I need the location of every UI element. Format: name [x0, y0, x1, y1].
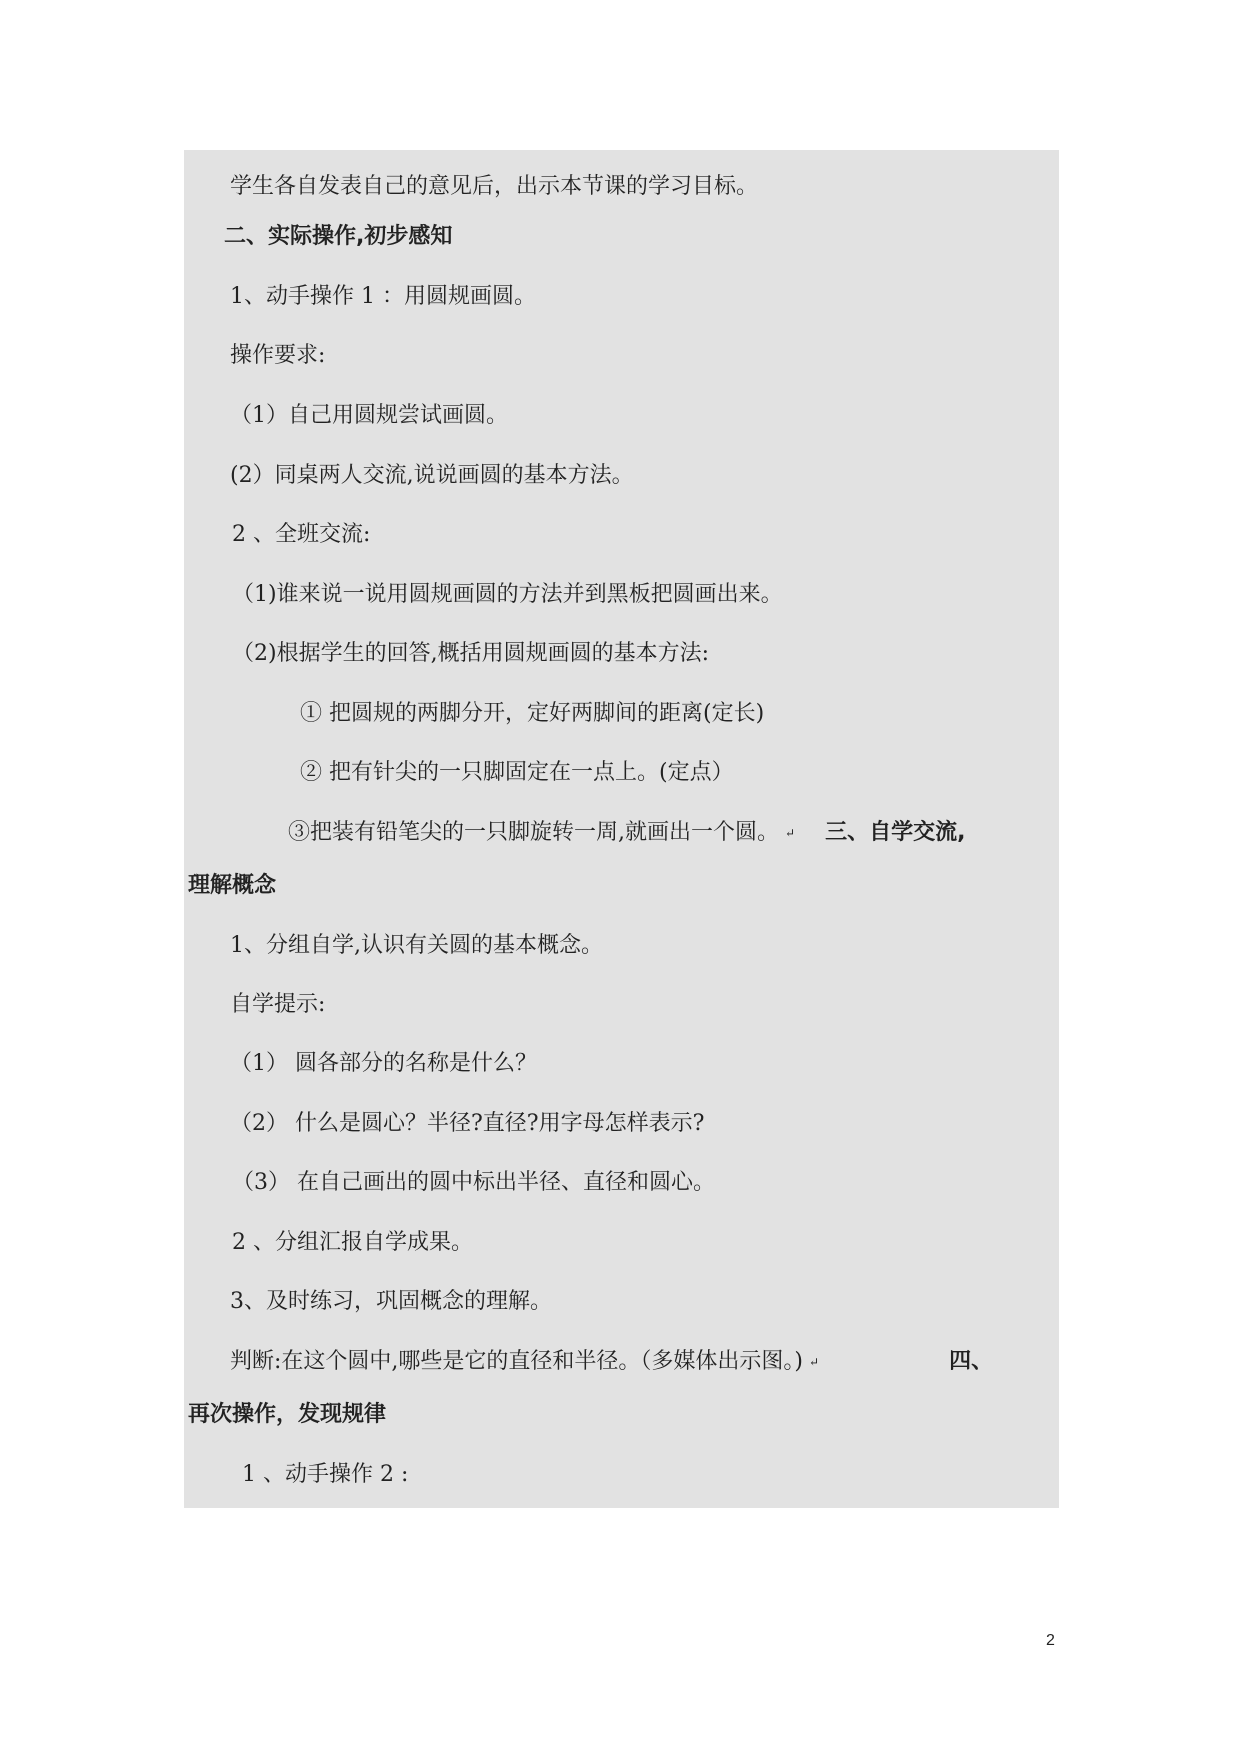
text-line-21 — [230, 1347, 993, 1377]
heading-section-4-start: 四、 — [949, 1349, 994, 1374]
text-line-7: 2 、全班交流: — [232, 522, 371, 547]
text-line-14: 1、分组自学,认识有关圆的基本概念。 — [230, 933, 603, 958]
text-line-21-main: 判断:在这个圆中,哪些是它的直径和半径。（多媒体出示图。) — [230, 1349, 803, 1374]
text-line-11: ② 把有针尖的一只脚固定在一点上。(定点） — [300, 760, 734, 785]
text-line-8: （1)谁来说一说用圆规画圆的方法并到黑板把圆画出来。 — [232, 582, 783, 607]
text-line-16: （1） 圆各部分的名称是什么？ — [230, 1051, 537, 1076]
text-line-12 — [288, 818, 965, 848]
heading-section-3-end: 理解概念 — [188, 873, 277, 898]
text-line-9: （2)根据学生的回答,概括用圆规画圆的基本方法: — [232, 641, 709, 666]
text-line-17: （2） 什么是圆心？半径?直径?用字母怎样表示? — [230, 1111, 705, 1136]
text-line-15: 自学提示: — [230, 992, 326, 1017]
text-line-1: 学生各自发表自己的意见后，出示本节课的学习目标。 — [230, 174, 759, 199]
text-line-19: 2 、分组汇报自学成果。 — [232, 1230, 473, 1255]
paragraph-mark-icon: ↵ — [809, 1355, 820, 1369]
heading-section-3-start: 三、自学交流, — [825, 820, 966, 845]
text-line-5: （1）自己用圆规尝试画圆。 — [230, 403, 508, 428]
text-line-12-main: ③把装有铅笔尖的一只脚旋转一周,就画出一个圆。 — [288, 820, 779, 845]
text-line-10: ① 把圆规的两脚分开，定好两脚间的距离(定长) — [300, 701, 765, 726]
text-line-4: 操作要求: — [230, 343, 326, 368]
text-line-18: （3） 在自己画出的圆中标出半径、直径和圆心。 — [232, 1170, 715, 1195]
text-line-23: 1 、动手操作 2 : — [242, 1462, 409, 1487]
text-line-3: 1、动手操作 1 ：用圆规画圆。 — [230, 284, 536, 309]
text-line-6: (2）同桌两人交流,说说画圆的基本方法。 — [230, 463, 634, 488]
heading-section-4-end: 再次操作，发现规律 — [188, 1402, 387, 1427]
text-line-20: 3、及时练习，巩固概念的理解。 — [230, 1289, 552, 1314]
page-number: 2 — [1046, 1632, 1055, 1649]
paragraph-mark-icon: ↵ — [785, 826, 796, 840]
heading-section-2: 二、实际操作,初步感知 — [224, 224, 453, 249]
